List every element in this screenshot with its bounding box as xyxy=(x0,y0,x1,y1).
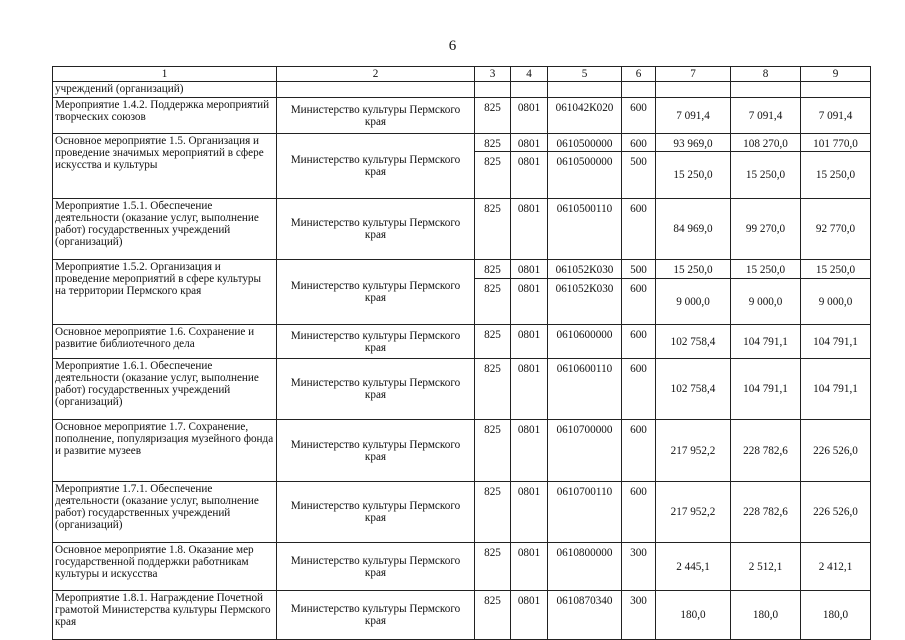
section-code-cell: 0801 xyxy=(511,420,548,482)
executor-cell: Министерство культуры Пермского края xyxy=(277,134,475,199)
measure-name-cell: Основное мероприятие 1.7. Сохранение, пополнение, популяризация музейного фонда и развитие музеев xyxy=(53,420,277,482)
amount-col9-cell: 104 791,1 xyxy=(801,325,871,359)
executor-cell: Министерство культуры Пермского края xyxy=(277,482,475,543)
amount-col7-cell: 15 250,0 xyxy=(656,152,731,199)
table-row xyxy=(53,420,871,482)
table-row xyxy=(53,260,871,279)
amount-col9-cell: 15 250,0 xyxy=(801,152,871,199)
amount-col7-cell: 7 091,4 xyxy=(656,98,731,134)
header-cell: 6 xyxy=(622,67,656,82)
header-cell: 5 xyxy=(548,67,622,82)
executor-cell: Министерство культуры Пермского края xyxy=(277,359,475,420)
section-code-cell: 0801 xyxy=(511,98,548,134)
target-article-cell: 0610600110 xyxy=(548,359,622,420)
section-code-cell: 0801 xyxy=(511,482,548,543)
target-article-cell: 0610600000 xyxy=(548,325,622,359)
measure-name-cell: Мероприятие 1.5.2. Организация и проведение мероприятий в сфере культуры на территории Пермского края xyxy=(53,260,277,325)
measure-name-cell: Основное мероприятие 1.8. Оказание мер государственной поддержки работникам культуры и искусства xyxy=(53,543,277,591)
section-code-cell: 0801 xyxy=(511,279,548,325)
section-code-cell: 0801 xyxy=(511,199,548,260)
target-article-cell: 0610500110 xyxy=(548,199,622,260)
amount-col7-cell: 15 250,0 xyxy=(656,260,731,279)
amount-col8-cell: 180,0 xyxy=(731,591,801,640)
table-row xyxy=(53,134,871,152)
amount-col8-cell: 15 250,0 xyxy=(731,260,801,279)
measure-name-cell: Мероприятие 1.4.2. Поддержка мероприятий творческих союзов xyxy=(53,98,277,134)
expense-type-cell: 600 xyxy=(622,134,656,152)
amount-col9-cell: 92 770,0 xyxy=(801,199,871,260)
target-article-cell: 061042К020 xyxy=(548,98,622,134)
expense-type-cell: 500 xyxy=(622,152,656,199)
target-article-cell: 0610870340 xyxy=(548,591,622,640)
executor-cell: Министерство культуры Пермского края xyxy=(277,260,475,325)
empty-cell xyxy=(475,82,511,98)
header-cell: 7 xyxy=(656,67,731,82)
ministry-code-cell: 825 xyxy=(475,98,511,134)
budget-table xyxy=(52,66,871,640)
amount-col8-cell: 99 270,0 xyxy=(731,199,801,260)
amount-col8-cell: 2 512,1 xyxy=(731,543,801,591)
amount-col8-cell: 228 782,6 xyxy=(731,482,801,543)
header-cell: 1 xyxy=(53,67,277,82)
ministry-code-cell: 825 xyxy=(475,591,511,640)
expense-type-cell: 600 xyxy=(622,420,656,482)
executor-cell: Министерство культуры Пермского края xyxy=(277,98,475,134)
amount-col9-cell: 101 770,0 xyxy=(801,134,871,152)
continuation-name-cell: учреждений (организаций) xyxy=(53,82,277,98)
amount-col8-cell: 7 091,4 xyxy=(731,98,801,134)
table-row xyxy=(53,98,871,134)
ministry-code-cell: 825 xyxy=(475,543,511,591)
target-article-cell: 0610500000 xyxy=(548,152,622,199)
empty-cell xyxy=(656,82,731,98)
amount-col9-cell: 180,0 xyxy=(801,591,871,640)
section-code-cell: 0801 xyxy=(511,359,548,420)
executor-cell: Министерство культуры Пермского края xyxy=(277,325,475,359)
amount-col8-cell: 104 791,1 xyxy=(731,325,801,359)
amount-col8-cell: 228 782,6 xyxy=(731,420,801,482)
ministry-code-cell: 825 xyxy=(475,152,511,199)
expense-type-cell: 300 xyxy=(622,591,656,640)
target-article-cell: 061052К030 xyxy=(548,260,622,279)
page-number: 6 xyxy=(448,38,457,54)
section-code-cell: 0801 xyxy=(511,543,548,591)
ministry-code-cell: 825 xyxy=(475,134,511,152)
ministry-code-cell: 825 xyxy=(475,260,511,279)
section-code-cell: 0801 xyxy=(511,152,548,199)
section-code-cell: 0801 xyxy=(511,325,548,359)
amount-col7-cell: 217 952,2 xyxy=(656,420,731,482)
empty-cell xyxy=(731,82,801,98)
empty-cell xyxy=(622,82,656,98)
table-row xyxy=(53,199,871,260)
table-row xyxy=(53,325,871,359)
expense-type-cell: 300 xyxy=(622,543,656,591)
amount-col8-cell: 15 250,0 xyxy=(731,152,801,199)
ministry-code-cell: 825 xyxy=(475,359,511,420)
measure-name-cell: Основное мероприятие 1.5. Организация и проведение значимых мероприятий в сфере искусства и культуры xyxy=(53,134,277,199)
amount-col9-cell: 7 091,4 xyxy=(801,98,871,134)
header-cell: 8 xyxy=(731,67,801,82)
target-article-cell: 061052К030 xyxy=(548,279,622,325)
table-row xyxy=(53,543,871,591)
expense-type-cell: 500 xyxy=(622,260,656,279)
amount-col9-cell: 15 250,0 xyxy=(801,260,871,279)
amount-col7-cell: 102 758,4 xyxy=(656,325,731,359)
amount-col7-cell: 180,0 xyxy=(656,591,731,640)
target-article-cell: 0610700110 xyxy=(548,482,622,543)
amount-col7-cell: 217 952,2 xyxy=(656,482,731,543)
executor-cell: Министерство культуры Пермского края xyxy=(277,199,475,260)
empty-cell xyxy=(548,82,622,98)
measure-name-cell: Мероприятие 1.6.1. Обеспечение деятельности (оказание услуг, выполнение работ) государственных учреждений (организаций) xyxy=(53,359,277,420)
table-header-row xyxy=(53,67,871,82)
empty-cell xyxy=(511,82,548,98)
amount-col9-cell: 104 791,1 xyxy=(801,359,871,420)
expense-type-cell: 600 xyxy=(622,279,656,325)
ministry-code-cell: 825 xyxy=(475,325,511,359)
target-article-cell: 0610800000 xyxy=(548,543,622,591)
continuation-row xyxy=(53,82,871,98)
section-code-cell: 0801 xyxy=(511,591,548,640)
section-code-cell: 0801 xyxy=(511,134,548,152)
ministry-code-cell: 825 xyxy=(475,420,511,482)
amount-col8-cell: 108 270,0 xyxy=(731,134,801,152)
table-row xyxy=(53,482,871,543)
amount-col7-cell: 84 969,0 xyxy=(656,199,731,260)
expense-type-cell: 600 xyxy=(622,325,656,359)
executor-cell: Министерство культуры Пермского края xyxy=(277,420,475,482)
amount-col9-cell: 9 000,0 xyxy=(801,279,871,325)
empty-cell xyxy=(277,82,475,98)
table-body xyxy=(53,67,871,640)
expense-type-cell: 600 xyxy=(622,482,656,543)
amount-col7-cell: 9 000,0 xyxy=(656,279,731,325)
amount-col8-cell: 9 000,0 xyxy=(731,279,801,325)
header-cell: 4 xyxy=(511,67,548,82)
amount-col9-cell: 226 526,0 xyxy=(801,420,871,482)
header-cell: 2 xyxy=(277,67,475,82)
expense-type-cell: 600 xyxy=(622,98,656,134)
executor-cell: Министерство культуры Пермского края xyxy=(277,591,475,640)
amount-col8-cell: 104 791,1 xyxy=(731,359,801,420)
expense-type-cell: 600 xyxy=(622,199,656,260)
amount-col9-cell: 226 526,0 xyxy=(801,482,871,543)
amount-col9-cell: 2 412,1 xyxy=(801,543,871,591)
measure-name-cell: Мероприятие 1.7.1. Обеспечение деятельности (оказание услуг, выполнение работ) государственных учреждений (организаций) xyxy=(53,482,277,543)
table-row xyxy=(53,359,871,420)
target-article-cell: 0610500000 xyxy=(548,134,622,152)
measure-name-cell: Мероприятие 1.8.1. Награждение Почетной грамотой Министерства культуры Пермского края xyxy=(53,591,277,640)
section-code-cell: 0801 xyxy=(511,260,548,279)
measure-name-cell: Мероприятие 1.5.1. Обеспечение деятельности (оказание услуг, выполнение работ) государственных учреждений (организаций) xyxy=(53,199,277,260)
target-article-cell: 0610700000 xyxy=(548,420,622,482)
ministry-code-cell: 825 xyxy=(475,482,511,543)
amount-col7-cell: 93 969,0 xyxy=(656,134,731,152)
measure-name-cell: Основное мероприятие 1.6. Сохранение и развитие библиотечного дела xyxy=(53,325,277,359)
expense-type-cell: 600 xyxy=(622,359,656,420)
empty-cell xyxy=(801,82,871,98)
amount-col7-cell: 2 445,1 xyxy=(656,543,731,591)
amount-col7-cell: 102 758,4 xyxy=(656,359,731,420)
ministry-code-cell: 825 xyxy=(475,279,511,325)
ministry-code-cell: 825 xyxy=(475,199,511,260)
header-cell: 9 xyxy=(801,67,871,82)
header-cell: 3 xyxy=(475,67,511,82)
table-row xyxy=(53,591,871,640)
executor-cell: Министерство культуры Пермского края xyxy=(277,543,475,591)
